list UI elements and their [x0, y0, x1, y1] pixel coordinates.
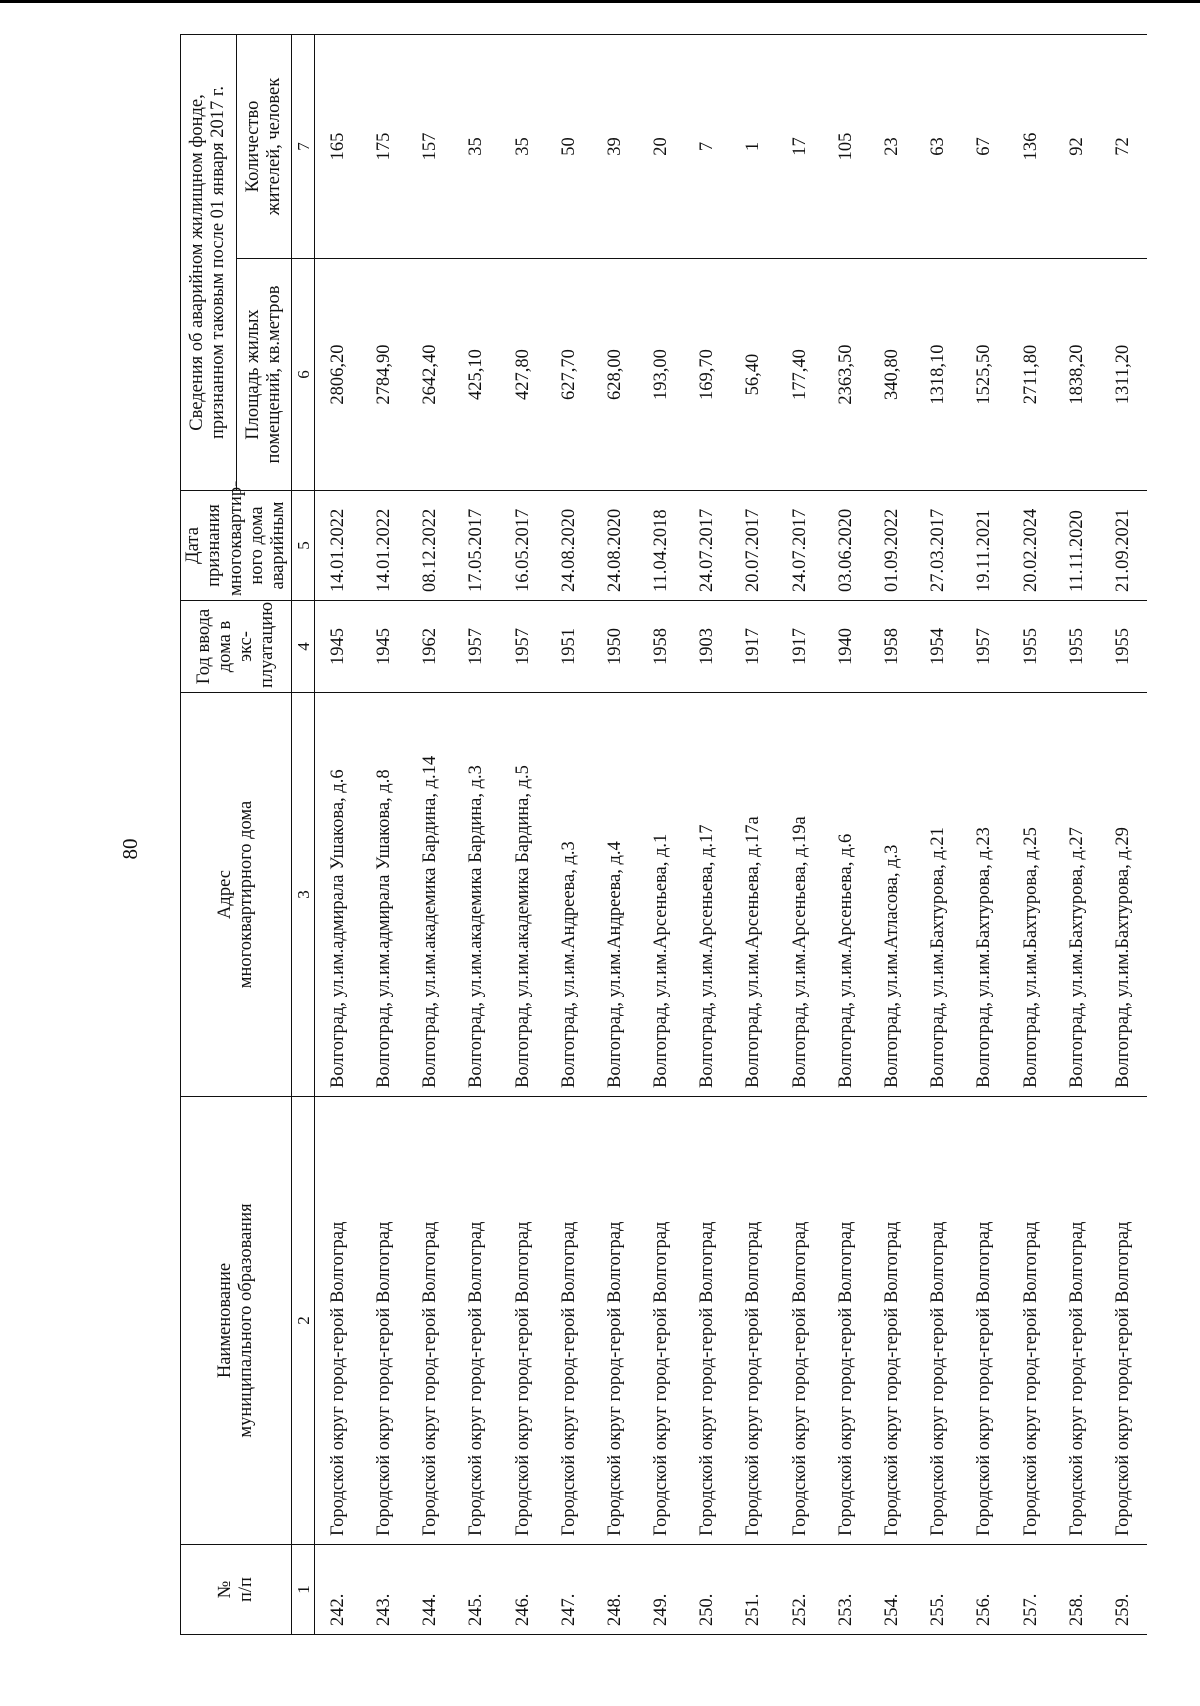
table-row [362, 35, 408, 1635]
cell-address: Волгоград, ул.им.Бахтурова, д.23 [962, 693, 1008, 1097]
cell-residents: 157 [408, 35, 454, 259]
cell-emergency-date: 11.04.2018 [639, 491, 685, 601]
table-row [639, 35, 685, 1635]
cell-living-area: 177,40 [777, 259, 823, 491]
cell-emergency-date: 14.01.2022 [315, 491, 362, 601]
cell-emergency-date: 01.09.2022 [870, 491, 916, 601]
table-row [315, 35, 362, 1635]
cell-year-built: 1945 [362, 601, 408, 693]
cell-year-built: 1940 [823, 601, 869, 693]
cell-row-number: 256. [962, 1545, 1008, 1635]
cell-year-built: 1950 [592, 601, 638, 693]
cell-municipality: Городской округ город-герой Волгоград [546, 1097, 592, 1545]
cell-row-number: 245. [454, 1545, 500, 1635]
cell-emergency-date: 08.12.2022 [408, 491, 454, 601]
cell-emergency-date: 20.02.2024 [1008, 491, 1054, 601]
cell-emergency-date: 14.01.2022 [362, 491, 408, 601]
table-row [1054, 35, 1100, 1635]
cell-row-number: 246. [500, 1545, 546, 1635]
cell-municipality: Городской округ город-герой Волгоград [1008, 1097, 1054, 1545]
page-number: 80 [118, 838, 142, 860]
cell-emergency-date: 03.06.2020 [823, 491, 869, 601]
column-number-row [292, 35, 315, 1635]
table-row [408, 35, 454, 1635]
cell-year-built: 1958 [870, 601, 916, 693]
table-row [731, 35, 777, 1635]
cell-row-number: 243. [362, 1545, 408, 1635]
cell-address: Волгоград, ул.им.адмирала Ушакова, д.6 [315, 693, 362, 1097]
cell-row-number: 254. [870, 1545, 916, 1635]
cell-emergency-date: 24.08.2020 [592, 491, 638, 601]
cell-row-number: 244. [408, 1545, 454, 1635]
cell-municipality: Городской округ город-герой Волгоград [777, 1097, 823, 1545]
header-address: Адрес многоквартирного дома [181, 693, 292, 1097]
cell-municipality: Городской округ город-герой Волгоград [962, 1097, 1008, 1545]
cell-row-number: 249. [639, 1545, 685, 1635]
table-row [1008, 35, 1054, 1635]
cell-address: Волгоград, ул.им.Бахтурова, д.29 [1101, 693, 1147, 1097]
cell-row-number: 250. [685, 1545, 731, 1635]
table-row [685, 35, 731, 1635]
cell-municipality: Городской округ город-герой Волгоград [685, 1097, 731, 1545]
cell-emergency-date: 11.11.2020 [1054, 491, 1100, 601]
cell-address: Волгоград, ул.им.Арсеньева, д.6 [823, 693, 869, 1097]
top-scan-rule [0, 0, 1200, 3]
cell-residents: 7 [685, 35, 731, 259]
cell-row-number: 259. [1101, 1545, 1147, 1635]
cell-year-built: 1955 [1054, 601, 1100, 693]
cell-year-built: 1955 [1008, 601, 1054, 693]
cell-year-built: 1951 [546, 601, 592, 693]
table-row [777, 35, 823, 1635]
cell-living-area: 169,70 [685, 259, 731, 491]
cell-row-number: 248. [592, 1545, 638, 1635]
cell-year-built: 1958 [639, 601, 685, 693]
table-row [454, 35, 500, 1635]
cell-living-area: 1311,20 [1101, 259, 1147, 491]
header-number: № п/п [181, 1545, 292, 1635]
cell-living-area: 340,80 [870, 259, 916, 491]
cell-municipality: Городской округ город-герой Волгоград [500, 1097, 546, 1545]
cell-municipality: Городской округ город-герой Волгоград [639, 1097, 685, 1545]
cell-residents: 105 [823, 35, 869, 259]
cell-residents: 35 [500, 35, 546, 259]
cell-residents: 136 [1008, 35, 1054, 259]
cell-residents: 92 [1054, 35, 1100, 259]
cell-emergency-date: 24.07.2017 [777, 491, 823, 601]
table-row [823, 35, 869, 1635]
cell-residents: 175 [362, 35, 408, 259]
cell-residents: 67 [962, 35, 1008, 259]
cell-living-area: 627,70 [546, 259, 592, 491]
cell-living-area: 2806,20 [315, 259, 362, 491]
cell-living-area: 2642,40 [408, 259, 454, 491]
cell-row-number: 253. [823, 1545, 869, 1635]
cell-address: Волгоград, ул.им.Арсеньева, д.17а [731, 693, 777, 1097]
cell-living-area: 1318,10 [916, 259, 962, 491]
cell-residents: 17 [777, 35, 823, 259]
table-row [870, 35, 916, 1635]
cell-emergency-date: 20.07.2017 [731, 491, 777, 601]
cell-living-area: 56,40 [731, 259, 777, 491]
cell-municipality: Городской округ город-герой Волгоград [454, 1097, 500, 1545]
cell-emergency-date: 16.05.2017 [500, 491, 546, 601]
column-number: 4 [292, 601, 315, 693]
cell-address: Волгоград, ул.им.академика Бардина, д.5 [500, 693, 546, 1097]
cell-municipality: Городской округ город-герой Волгоград [362, 1097, 408, 1545]
cell-residents: 63 [916, 35, 962, 259]
table-row [916, 35, 962, 1635]
cell-row-number: 247. [546, 1545, 592, 1635]
column-number: 7 [292, 35, 315, 259]
cell-residents: 20 [639, 35, 685, 259]
cell-living-area: 2711,80 [1008, 259, 1054, 491]
cell-emergency-date: 19.11.2021 [962, 491, 1008, 601]
cell-municipality: Городской округ город-герой Волгоград [315, 1097, 362, 1545]
cell-year-built: 1962 [408, 601, 454, 693]
cell-residents: 35 [454, 35, 500, 259]
cell-address: Волгоград, ул.им.академика Бардина, д.14 [408, 693, 454, 1097]
cell-municipality: Городской округ город-герой Волгоград [592, 1097, 638, 1545]
header-emergency-date: Дата признания многоквартир- ного дома аварийным [181, 491, 292, 601]
cell-emergency-date: 21.09.2021 [1101, 491, 1147, 601]
cell-municipality: Городской округ город-герой Волгоград [731, 1097, 777, 1545]
table-row [1101, 35, 1147, 1635]
header-emergency-fund-group: Сведения об аварийном жилищном фонде, признанном таковым после 01 января 2017 г. [181, 35, 237, 491]
cell-row-number: 258. [1054, 1545, 1100, 1635]
column-number: 1 [292, 1545, 315, 1635]
cell-year-built: 1917 [731, 601, 777, 693]
cell-municipality: Городской округ город-герой Волгоград [1101, 1097, 1147, 1545]
cell-address: Волгоград, ул.им.Бахтурова, д.21 [916, 693, 962, 1097]
cell-residents: 72 [1101, 35, 1147, 259]
cell-residents: 50 [546, 35, 592, 259]
cell-living-area: 2784,90 [362, 259, 408, 491]
cell-year-built: 1957 [454, 601, 500, 693]
table-body [315, 35, 1147, 1635]
cell-living-area: 2363,50 [823, 259, 869, 491]
table-row [546, 35, 592, 1635]
table-row [592, 35, 638, 1635]
cell-year-built: 1955 [1101, 601, 1147, 693]
column-number: 3 [292, 693, 315, 1097]
cell-municipality: Городской округ город-герой Волгоград [408, 1097, 454, 1545]
cell-address: Волгоград, ул.им.академика Бардина, д.3 [454, 693, 500, 1097]
cell-row-number: 255. [916, 1545, 962, 1635]
cell-year-built: 1957 [962, 601, 1008, 693]
cell-emergency-date: 24.08.2020 [546, 491, 592, 601]
cell-residents: 23 [870, 35, 916, 259]
cell-living-area: 193,00 [639, 259, 685, 491]
cell-emergency-date: 27.03.2017 [916, 491, 962, 601]
cell-row-number: 242. [315, 1545, 362, 1635]
cell-year-built: 1945 [315, 601, 362, 693]
header-year-built: Год ввода дома в экс- плуатацию [181, 601, 292, 693]
header-municipality: Наименование муниципального образования [181, 1097, 292, 1545]
cell-municipality: Городской округ город-герой Волгоград [870, 1097, 916, 1545]
cell-living-area: 425,10 [454, 259, 500, 491]
cell-year-built: 1917 [777, 601, 823, 693]
cell-living-area: 628,00 [592, 259, 638, 491]
cell-address: Волгоград, ул.им.Арсеньева, д.1 [639, 693, 685, 1097]
cell-address: Волгоград, ул.им.Арсеньева, д.17 [685, 693, 731, 1097]
cell-address: Волгоград, ул.им.Андреева, д.3 [546, 693, 592, 1097]
cell-address: Волгоград, ул.им.Андреева, д.4 [592, 693, 638, 1097]
cell-address: Волгоград, ул.им.Бахтурова, д.27 [1054, 693, 1100, 1097]
column-number: 5 [292, 491, 315, 601]
cell-row-number: 251. [731, 1545, 777, 1635]
cell-year-built: 1954 [916, 601, 962, 693]
cell-address: Волгоград, ул.им.Бахтурова, д.25 [1008, 693, 1054, 1097]
cell-residents: 39 [592, 35, 638, 259]
emergency-housing-table [180, 34, 1147, 1635]
cell-municipality: Городской округ город-герой Волгоград [1054, 1097, 1100, 1545]
cell-address: Волгоград, ул.им.адмирала Ушакова, д.8 [362, 693, 408, 1097]
column-number: 2 [292, 1097, 315, 1545]
column-number: 6 [292, 259, 315, 491]
table-row [962, 35, 1008, 1635]
cell-living-area: 427,80 [500, 259, 546, 491]
cell-row-number: 252. [777, 1545, 823, 1635]
cell-row-number: 257. [1008, 1545, 1054, 1635]
cell-municipality: Городской округ город-герой Волгоград [916, 1097, 962, 1545]
cell-living-area: 1838,20 [1054, 259, 1100, 491]
register-table-container [180, 35, 1133, 1635]
cell-year-built: 1903 [685, 601, 731, 693]
cell-municipality: Городской округ город-герой Волгоград [823, 1097, 869, 1545]
header-living-area: Площадь жилых помещений, кв.метров [236, 259, 292, 491]
cell-residents: 1 [731, 35, 777, 259]
cell-residents: 165 [315, 35, 362, 259]
cell-living-area: 1525,50 [962, 259, 1008, 491]
cell-address: Волгоград, ул.им.Арсеньева, д.19а [777, 693, 823, 1097]
cell-year-built: 1957 [500, 601, 546, 693]
cell-emergency-date: 17.05.2017 [454, 491, 500, 601]
cell-address: Волгоград, ул.им.Атласова, д.3 [870, 693, 916, 1097]
table-row [500, 35, 546, 1635]
header-residents: Количество жителей, человек [236, 35, 292, 259]
cell-emergency-date: 24.07.2017 [685, 491, 731, 601]
